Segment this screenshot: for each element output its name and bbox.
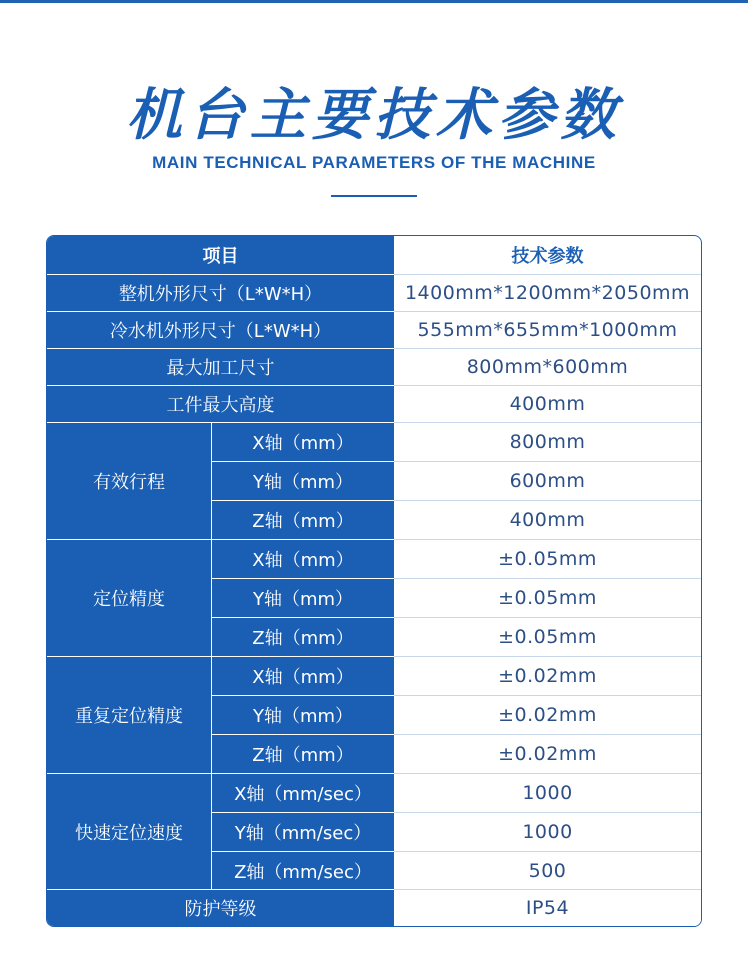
row-label-max-processing-size: 最大加工尺寸 (47, 349, 394, 385)
row-value-protection-rating: IP54 (394, 890, 701, 926)
group-axis: X轴（mm） (212, 540, 394, 578)
group-axis: Z轴（mm） (212, 501, 394, 539)
row-value-max-workpiece-height: 400mm (394, 386, 701, 422)
page-title: 机台主要技术参数 (126, 83, 622, 148)
group-value: ±0.05mm (394, 618, 701, 656)
group-value: 1000 (394, 813, 701, 851)
group-axis: Y轴（mm/sec） (212, 813, 394, 851)
group-axis: Z轴（mm/sec） (212, 852, 394, 889)
page-subtitle: MAIN TECHNICAL PARAMETERS OF THE MACHINE (152, 153, 596, 172)
header-item: 项目 (47, 236, 394, 274)
spec-table (46, 235, 702, 927)
group-value: 1000 (394, 774, 701, 812)
row-label-max-workpiece-height: 工件最大高度 (47, 386, 394, 422)
group-value: 400mm (394, 501, 701, 539)
title-divider (331, 195, 417, 197)
row-value-max-processing-size: 800mm*600mm (394, 349, 701, 385)
row-value-chiller-size: 555mm*655mm*1000mm (394, 312, 701, 348)
group-value: ±0.02mm (394, 696, 701, 734)
group-label-positioning-accuracy: 定位精度 (47, 540, 211, 656)
header-value: 技术参数 (511, 246, 584, 267)
group-axis: X轴（mm/sec） (212, 774, 394, 812)
group-value: ±0.05mm (394, 540, 701, 578)
group-axis: Z轴（mm） (212, 735, 394, 773)
row-label-overall-size: 整机外形尺寸（L*W*H） (47, 275, 394, 311)
group-axis: X轴（mm） (212, 423, 394, 461)
group-axis: Z轴（mm） (212, 618, 394, 656)
group-axis: Y轴（mm） (212, 462, 394, 500)
group-label-travel: 有效行程 (47, 423, 211, 539)
row-value-overall-size: 1400mm*1200mm*2050mm (394, 275, 701, 311)
group-value: ±0.02mm (394, 735, 701, 773)
group-axis: Y轴（mm） (212, 579, 394, 617)
group-value: 500 (394, 852, 701, 889)
row-label-protection-rating: 防护等级 (47, 890, 394, 926)
group-value: ±0.02mm (394, 657, 701, 695)
group-value: 600mm (394, 462, 701, 500)
group-axis: X轴（mm） (212, 657, 394, 695)
row-label-chiller-size: 冷水机外形尺寸（L*W*H） (47, 312, 394, 348)
group-label-rapid-speed: 快速定位速度 (47, 774, 211, 889)
top-accent-bar (0, 0, 748, 3)
group-value: 800mm (394, 423, 701, 461)
group-label-repeat-accuracy: 重复定位精度 (47, 657, 211, 773)
group-axis: Y轴（mm） (212, 696, 394, 734)
group-value: ±0.05mm (394, 579, 701, 617)
